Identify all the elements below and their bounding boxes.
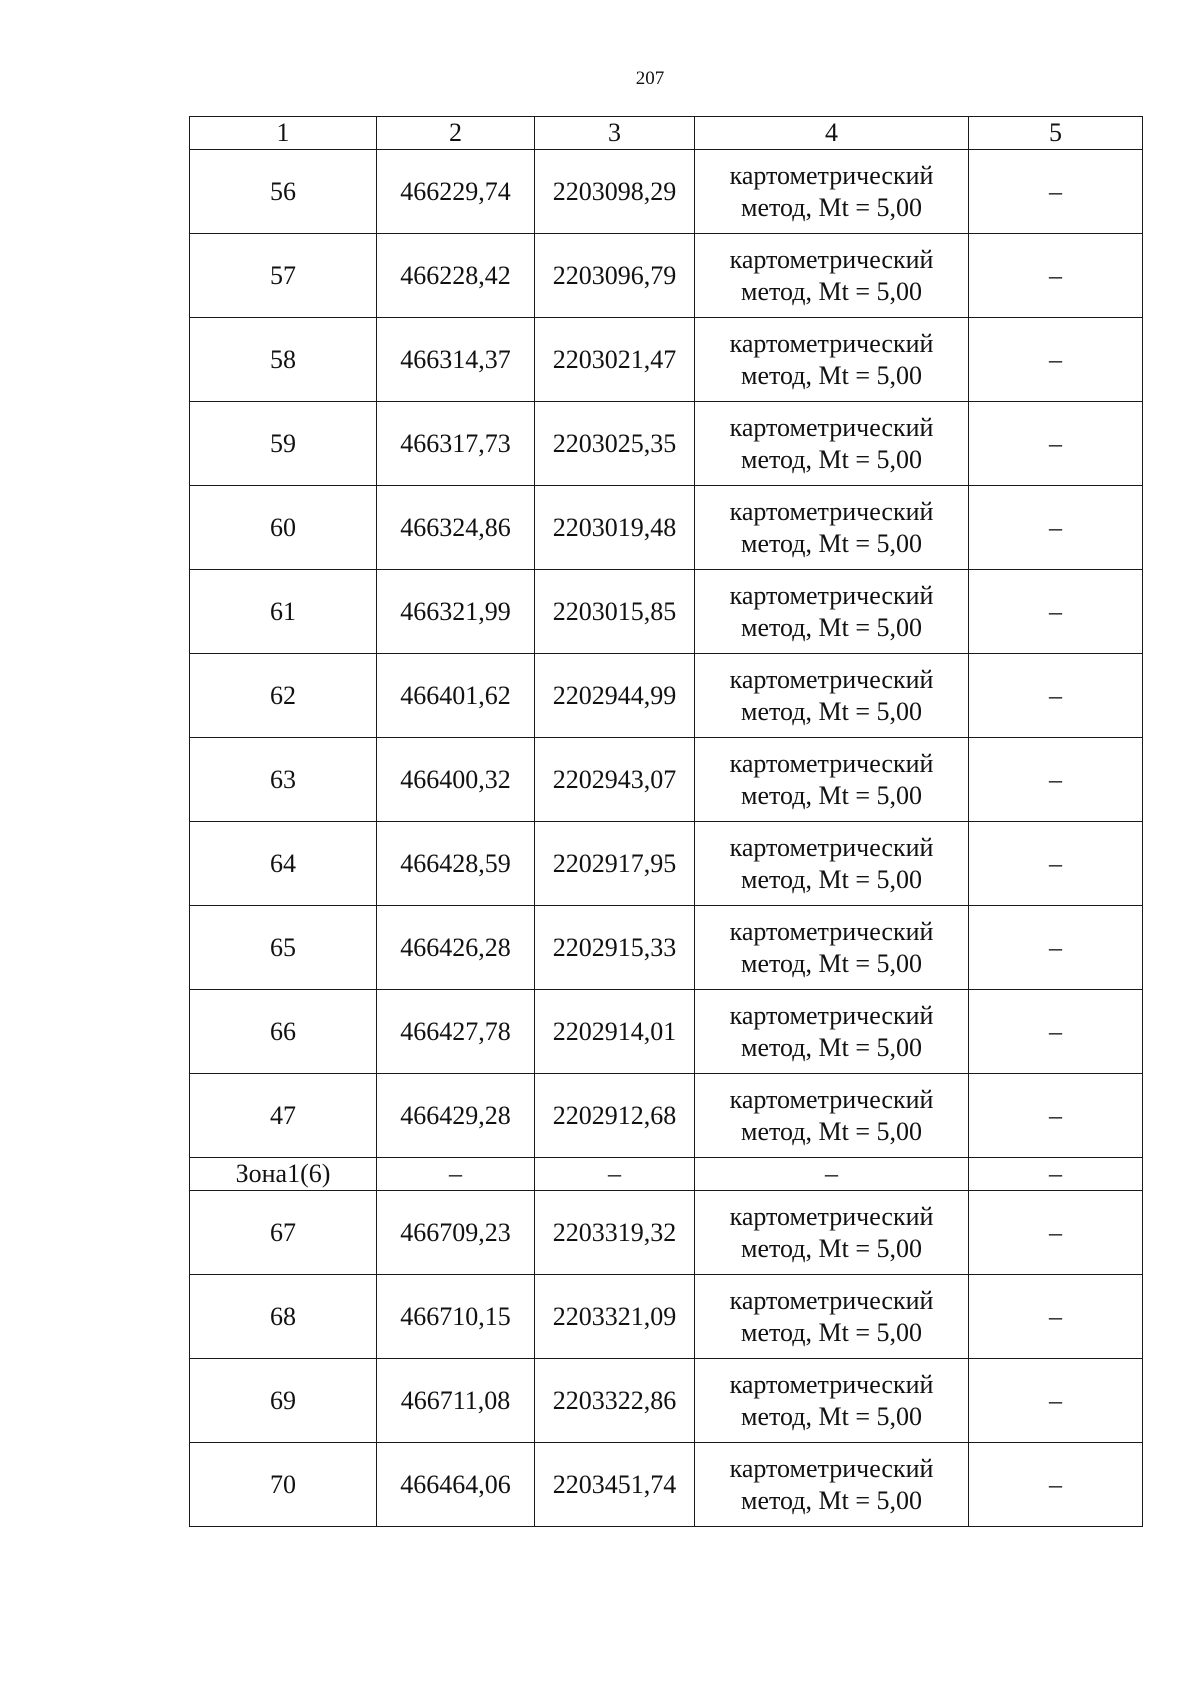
method-cell (695, 990, 969, 1074)
table-row (190, 1359, 1143, 1443)
method-cell (695, 402, 969, 486)
method-line-2: метод, Mt = 5,00 (741, 1116, 922, 1146)
method-line-2: метод, Mt = 5,00 (741, 1401, 922, 1431)
x-coordinate-cell: 466400,32 (377, 738, 535, 822)
x-coordinate-cell: 466401,62 (377, 654, 535, 738)
y-coordinate-cell: 2203098,29 (535, 150, 695, 234)
method-cell (695, 1443, 969, 1527)
y-coordinate-cell: 2203021,47 (535, 318, 695, 402)
x-coordinate-cell: 466314,37 (377, 318, 535, 402)
table-row (190, 1074, 1143, 1158)
method-line-1: картометрический (729, 244, 934, 274)
point-number-cell: 65 (190, 906, 377, 990)
page-number: 207 (635, 68, 665, 89)
method-line-1: картометрический (729, 412, 934, 442)
y-coordinate-cell: 2203321,09 (535, 1275, 695, 1359)
x-coordinate-cell: 466228,42 (377, 234, 535, 318)
point-number-cell: 56 (190, 150, 377, 234)
method-cell (695, 1074, 969, 1158)
method-line-1: картометрический (729, 1000, 934, 1030)
method-cell: – (695, 1158, 969, 1191)
x-coordinate-cell: 466464,06 (377, 1443, 535, 1527)
table-row (190, 402, 1143, 486)
method-line-2: метод, Mt = 5,00 (741, 612, 922, 642)
x-coordinate-cell: 466317,73 (377, 402, 535, 486)
method-cell (695, 906, 969, 990)
method-cell (695, 486, 969, 570)
y-coordinate-cell: 2202915,33 (535, 906, 695, 990)
table-row (190, 318, 1143, 402)
column-5-cell: – (969, 654, 1143, 738)
method-cell (695, 1191, 969, 1275)
method-line-1: картометрический (729, 1285, 934, 1315)
column-5-cell: – (969, 822, 1143, 906)
method-line-2: метод, Mt = 5,00 (741, 1233, 922, 1263)
table-row (190, 570, 1143, 654)
method-line-1: картометрический (729, 580, 934, 610)
method-line-2: метод, Mt = 5,00 (741, 276, 922, 306)
method-line-1: картометрический (729, 832, 934, 862)
table-row (190, 990, 1143, 1074)
y-coordinate-cell: 2203096,79 (535, 234, 695, 318)
method-line-1: картометрический (729, 1084, 934, 1114)
y-coordinate-cell: 2203019,48 (535, 486, 695, 570)
table-row (190, 1275, 1143, 1359)
method-line-2: метод, Mt = 5,00 (741, 528, 922, 558)
point-number-cell: 61 (190, 570, 377, 654)
column-5-cell: – (969, 1275, 1143, 1359)
column-5-cell: – (969, 234, 1143, 318)
method-line-2: метод, Mt = 5,00 (741, 864, 922, 894)
method-cell (695, 654, 969, 738)
method-line-1: картометрический (729, 328, 934, 358)
method-cell (695, 1359, 969, 1443)
point-number-cell: 64 (190, 822, 377, 906)
point-number-cell: 62 (190, 654, 377, 738)
table-row (190, 150, 1143, 234)
column-5-cell: – (969, 150, 1143, 234)
header-cell-1: 1 (190, 117, 377, 150)
method-line-2: метод, Mt = 5,00 (741, 360, 922, 390)
page-number-container (0, 68, 1200, 90)
y-coordinate-cell: 2203015,85 (535, 570, 695, 654)
method-line-1: картометрический (729, 664, 934, 694)
method-cell (695, 150, 969, 234)
table-row (190, 234, 1143, 318)
zone-row (190, 1158, 1143, 1191)
table-row (190, 906, 1143, 990)
x-coordinate-cell: 466429,28 (377, 1074, 535, 1158)
point-number-cell: 47 (190, 1074, 377, 1158)
method-cell (695, 570, 969, 654)
point-number-cell: 68 (190, 1275, 377, 1359)
column-5-cell: – (969, 738, 1143, 822)
column-5-cell: – (969, 486, 1143, 570)
header-cell-4: 4 (695, 117, 969, 150)
method-line-2: метод, Mt = 5,00 (741, 444, 922, 474)
y-coordinate-cell: 2203322,86 (535, 1359, 695, 1443)
table-row (190, 1443, 1143, 1527)
method-line-2: метод, Mt = 5,00 (741, 948, 922, 978)
method-line-1: картометрический (729, 1369, 934, 1399)
column-5-cell: – (969, 1359, 1143, 1443)
table-row (190, 822, 1143, 906)
y-coordinate-cell: – (535, 1158, 695, 1191)
x-coordinate-cell: 466324,86 (377, 486, 535, 570)
y-coordinate-cell: 2202917,95 (535, 822, 695, 906)
method-cell (695, 234, 969, 318)
x-coordinate-cell: 466426,28 (377, 906, 535, 990)
column-5-cell: – (969, 402, 1143, 486)
x-coordinate-cell: 466710,15 (377, 1275, 535, 1359)
x-coordinate-cell: 466427,78 (377, 990, 535, 1074)
column-5-cell: – (969, 318, 1143, 402)
point-number-cell: 63 (190, 738, 377, 822)
method-line-2: метод, Mt = 5,00 (741, 1317, 922, 1347)
x-coordinate-cell: 466428,59 (377, 822, 535, 906)
method-cell (695, 318, 969, 402)
point-number-cell: 59 (190, 402, 377, 486)
y-coordinate-cell: 2202944,99 (535, 654, 695, 738)
column-5-cell: – (969, 570, 1143, 654)
coordinates-table (189, 116, 1143, 1527)
method-line-2: метод, Mt = 5,00 (741, 780, 922, 810)
header-cell-2: 2 (377, 117, 535, 150)
header-cell-3: 3 (535, 117, 695, 150)
y-coordinate-cell: 2203319,32 (535, 1191, 695, 1275)
y-coordinate-cell: 2202912,68 (535, 1074, 695, 1158)
method-line-1: картометрический (729, 748, 934, 778)
method-line-2: метод, Mt = 5,00 (741, 1032, 922, 1062)
method-line-1: картометрический (729, 916, 934, 946)
y-coordinate-cell: 2202914,01 (535, 990, 695, 1074)
method-line-1: картометрический (729, 1453, 934, 1483)
table-body (190, 117, 1143, 1527)
point-number-cell: 70 (190, 1443, 377, 1527)
y-coordinate-cell: 2203451,74 (535, 1443, 695, 1527)
table-row (190, 1191, 1143, 1275)
point-number-cell: Зона1(6) (190, 1158, 377, 1191)
y-coordinate-cell: 2202943,07 (535, 738, 695, 822)
point-number-cell: 66 (190, 990, 377, 1074)
table-row (190, 486, 1143, 570)
point-number-cell: 69 (190, 1359, 377, 1443)
method-line-2: метод, Mt = 5,00 (741, 1485, 922, 1515)
table-row (190, 738, 1143, 822)
x-coordinate-cell: 466711,08 (377, 1359, 535, 1443)
method-cell (695, 1275, 969, 1359)
method-line-1: картометрический (729, 160, 934, 190)
column-5-cell: – (969, 1074, 1143, 1158)
x-coordinate-cell: – (377, 1158, 535, 1191)
method-line-2: метод, Mt = 5,00 (741, 696, 922, 726)
x-coordinate-cell: 466709,23 (377, 1191, 535, 1275)
method-cell (695, 738, 969, 822)
x-coordinate-cell: 466321,99 (377, 570, 535, 654)
method-line-2: метод, Mt = 5,00 (741, 192, 922, 222)
point-number-cell: 60 (190, 486, 377, 570)
column-5-cell: – (969, 1191, 1143, 1275)
column-5-cell: – (969, 906, 1143, 990)
method-line-1: картометрический (729, 1201, 934, 1231)
column-5-cell: – (969, 1443, 1143, 1527)
point-number-cell: 58 (190, 318, 377, 402)
y-coordinate-cell: 2203025,35 (535, 402, 695, 486)
column-5-cell: – (969, 1158, 1143, 1191)
point-number-cell: 57 (190, 234, 377, 318)
table-header-row (190, 117, 1143, 150)
method-cell (695, 822, 969, 906)
x-coordinate-cell: 466229,74 (377, 150, 535, 234)
point-number-cell: 67 (190, 1191, 377, 1275)
column-5-cell: – (969, 990, 1143, 1074)
table-row (190, 654, 1143, 738)
header-cell-5: 5 (969, 117, 1143, 150)
method-line-1: картометрический (729, 496, 934, 526)
